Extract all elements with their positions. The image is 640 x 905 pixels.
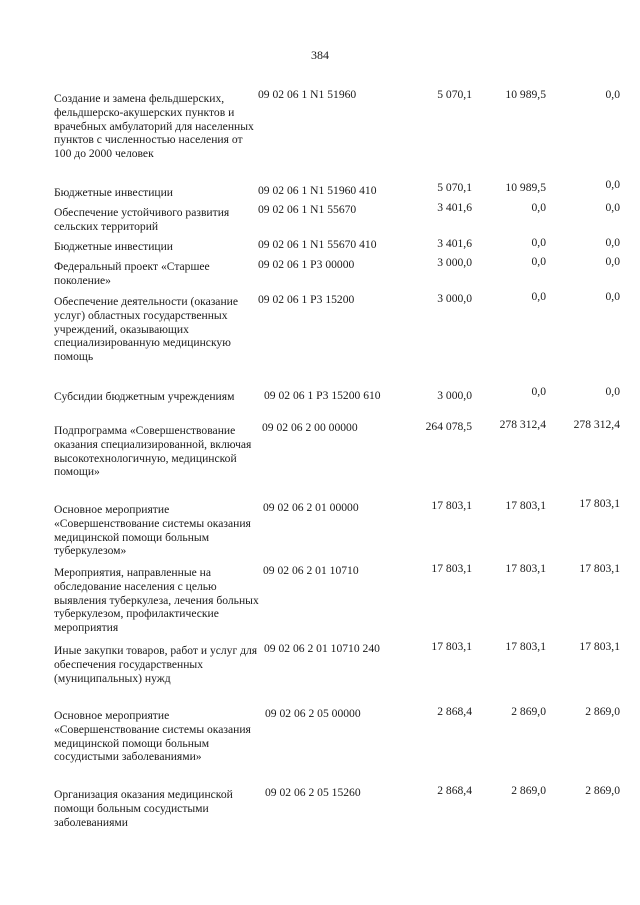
row-value-3: 0,0 <box>605 201 620 214</box>
row-value-1: 264 078,5 <box>425 420 472 433</box>
row-code: 09 02 06 2 00 00000 <box>262 421 358 434</box>
row-value-3: 278 312,4 <box>573 418 620 431</box>
row-value-1: 3 000,0 <box>437 292 472 305</box>
row-value-1: 3 401,6 <box>437 237 472 250</box>
row-value-2: 0,0 <box>531 201 546 214</box>
row-value-1: 5 070,1 <box>437 181 472 194</box>
row-value-2: 17 803,1 <box>505 640 546 653</box>
row-name: Обеспечение деятельности (оказание услуг) областных государственных учреждений, оказывающих специализированную медицинскую помощь <box>54 295 238 364</box>
row-value-2: 0,0 <box>531 236 546 249</box>
row-code: 09 02 06 1 P3 00000 <box>258 258 355 271</box>
row-value-2: 0,0 <box>531 290 546 303</box>
row-value-2: 278 312,4 <box>499 418 546 431</box>
row-name: Создание и замена фельдшерских, фельдшерско-акушерских пунктов и врачебных амбулаторий для населенных пунктов с численностью населения от 100 до 2000 человек <box>54 92 254 161</box>
row-name: Организация оказания медицинской помощи больным сосудистыми заболеваниями <box>54 788 233 829</box>
row-name: Бюджетные инвестиции <box>54 240 174 253</box>
row-name: Основное мероприятие «Совершенствование системы оказания медицинской помощи больным туберкулезом» <box>54 503 251 558</box>
row-value-1: 5 070,1 <box>437 88 472 101</box>
row-value-2: 17 803,1 <box>505 562 546 575</box>
row-code: 09 02 06 2 05 15260 <box>265 786 361 799</box>
page-number: 384 <box>311 48 329 62</box>
row-code: 09 02 06 2 01 10710 240 <box>264 642 380 655</box>
row-name: Подпрограмма «Совершенствование оказания специализированной, включая высокотехнологичную, медицинской помощи» <box>54 424 252 479</box>
row-value-1: 3 000,0 <box>437 389 472 402</box>
row-value-3: 0,0 <box>605 178 620 191</box>
row-value-3: 2 869,0 <box>585 705 620 718</box>
row-name: Федеральный проект «Старшее поколение» <box>54 260 210 287</box>
row-name: Иные закупки товаров, работ и услуг для обеспечения государственных (муниципальных) нужд <box>54 644 258 685</box>
row-value-1: 17 803,1 <box>431 499 472 512</box>
row-value-1: 2 868,4 <box>437 705 472 718</box>
row-value-1: 3 000,0 <box>437 256 472 269</box>
row-name: Мероприятия, направленные на обследование населения с целью выявления туберкулеза, лечения больных туберкулезом, профилактические мероприятия <box>54 566 259 635</box>
row-code: 09 02 06 2 01 00000 <box>263 501 359 514</box>
row-value-2: 10 989,5 <box>505 88 546 101</box>
row-code: 09 02 06 1 P3 15200 610 <box>264 389 381 402</box>
row-code: 09 02 06 1 N1 55670 410 <box>258 238 377 251</box>
row-value-2: 2 869,0 <box>511 705 546 718</box>
row-value-3: 17 803,1 <box>579 640 620 653</box>
row-value-3: 17 803,1 <box>579 497 620 510</box>
row-name: Основное мероприятие «Совершенствование системы оказания медицинской помощи больным сосудистыми заболеваниями» <box>54 709 251 764</box>
row-value-3: 17 803,1 <box>579 562 620 575</box>
row-code: 09 02 06 1 P3 15200 <box>258 293 355 306</box>
row-name: Обеспечение устойчивого развития сельских территорий <box>54 206 230 233</box>
row-name: Субсидии бюджетным учреждениям <box>54 390 235 403</box>
row-value-3: 0,0 <box>605 88 620 101</box>
row-value-3: 0,0 <box>605 290 620 303</box>
row-value-3: 2 869,0 <box>585 784 620 797</box>
row-value-3: 0,0 <box>605 236 620 249</box>
row-value-3: 0,0 <box>605 255 620 268</box>
row-code: 09 02 06 1 N1 51960 <box>258 88 357 101</box>
row-code: 09 02 06 1 N1 55670 <box>258 203 357 216</box>
row-value-1: 2 868,4 <box>437 784 472 797</box>
row-value-2: 0,0 <box>531 255 546 268</box>
row-value-1: 3 401,6 <box>437 201 472 214</box>
row-name: Бюджетные инвестиции <box>54 186 174 199</box>
row-value-2: 17 803,1 <box>505 499 546 512</box>
row-code: 09 02 06 2 05 00000 <box>265 707 361 720</box>
row-value-1: 17 803,1 <box>431 640 472 653</box>
row-value-2: 0,0 <box>531 385 546 398</box>
row-value-2: 10 989,5 <box>505 181 546 194</box>
row-value-1: 17 803,1 <box>431 562 472 575</box>
row-value-3: 0,0 <box>605 385 620 398</box>
row-code: 09 02 06 1 N1 51960 410 <box>258 184 377 197</box>
row-code: 09 02 06 2 01 10710 <box>263 564 359 577</box>
row-value-2: 2 869,0 <box>511 784 546 797</box>
